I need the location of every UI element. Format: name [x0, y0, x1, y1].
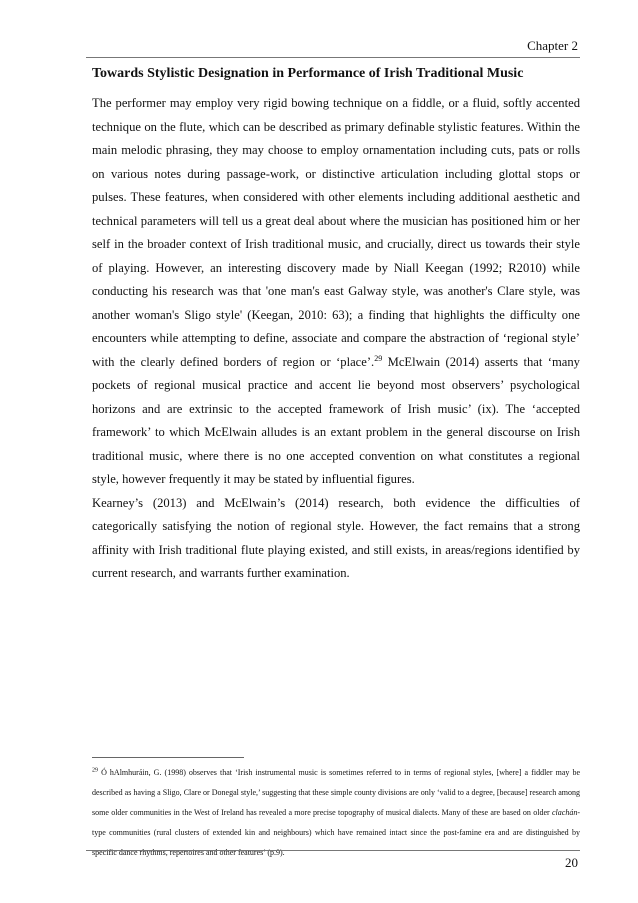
footnote-reference[interactable]: 29 — [374, 353, 383, 363]
footnote-text-b: - type communities (rural clusters of extended kin and neighbours) which have remained intact since the post-famine era and are distinguished by specific dance rhythms, repertoires and other features’ (p.9). — [92, 808, 580, 857]
body-text — [92, 92, 580, 586]
footnote-text-a: Ó hAlmhuráin, G. (1998) observes that ‘Irish instrumental music is sometimes referred to in terms of regional styles, [where] a fiddler may be described as having a Sligo, Clare or Donegal style,’ suggesting that these simple county divisions are only ‘valid to a degree, [because] research among some older communities in the West of Ireland has revealed a more precise topography of musical dialects. Many of these are based on older — [92, 768, 580, 817]
footer-divider — [86, 850, 580, 851]
header-divider — [86, 57, 580, 58]
page-number: 20 — [565, 855, 578, 870]
paragraph-1 — [92, 92, 580, 492]
footnote — [92, 763, 580, 863]
running-header: Chapter 2 — [527, 38, 578, 53]
footnote-divider — [92, 757, 244, 758]
paragraph-1-text-b: McElwain (2014) asserts that ‘many pockets of regional musical practice and accent lie beyond most observers’ psychological horizons and are extrinsic to the accepted framework of Irish music’ (ix). The ‘accepted framework’ to which McElwain alludes is an extant problem in the general discourse on Irish traditional music, where there is no one accepted convention on what constitutes a regional style, however frequently it may be stated by influential figures. — [92, 354, 580, 486]
section-title: Towards Stylistic Designation in Performance of Irish Traditional Music — [92, 66, 524, 81]
footnote-emphasis: clachán — [552, 808, 578, 817]
paragraph-1-text-a: The performer may employ very rigid bowing technique on a fiddle, or a fluid, softly accented technique on the flute, which can be described as primary definable stylistic features. Within the main melodic phrasing, they may choose to employ ornamentation including cuts, pats or rolls on various notes during passage-work, or distinctive articulation including glottal stops or pulses. These features, when considered with other elements including additional aesthetic and technical parameters will tell us a great deal about where the musician has positioned him or her self in the broader context of Irish traditional music, and crucially, direct us towards their style of playing. However, an interesting discovery made by Niall Keegan (1992; R2010) while conducting his research was that 'one man's east Galway style, was another's Clare style, was another woman's Sligo style' (Keegan, 2010: 63); a finding that highlights the difficulty one encounters while attempting to define, associate and compare the abstraction of ‘regional style’ with the clearly defined borders of region or ‘place’. — [92, 96, 580, 369]
paragraph-2: Kearney’s (2013) and McElwain’s (2014) research, both evidence the difficulties of categorically satisfying the notion of regional style. However, the fact remains that a strong affinity with Irish traditional flute playing existed, and still exists, in areas/regions identified by current research, and warrants further examination. — [92, 495, 580, 580]
footnote-number: 29 — [92, 767, 98, 774]
